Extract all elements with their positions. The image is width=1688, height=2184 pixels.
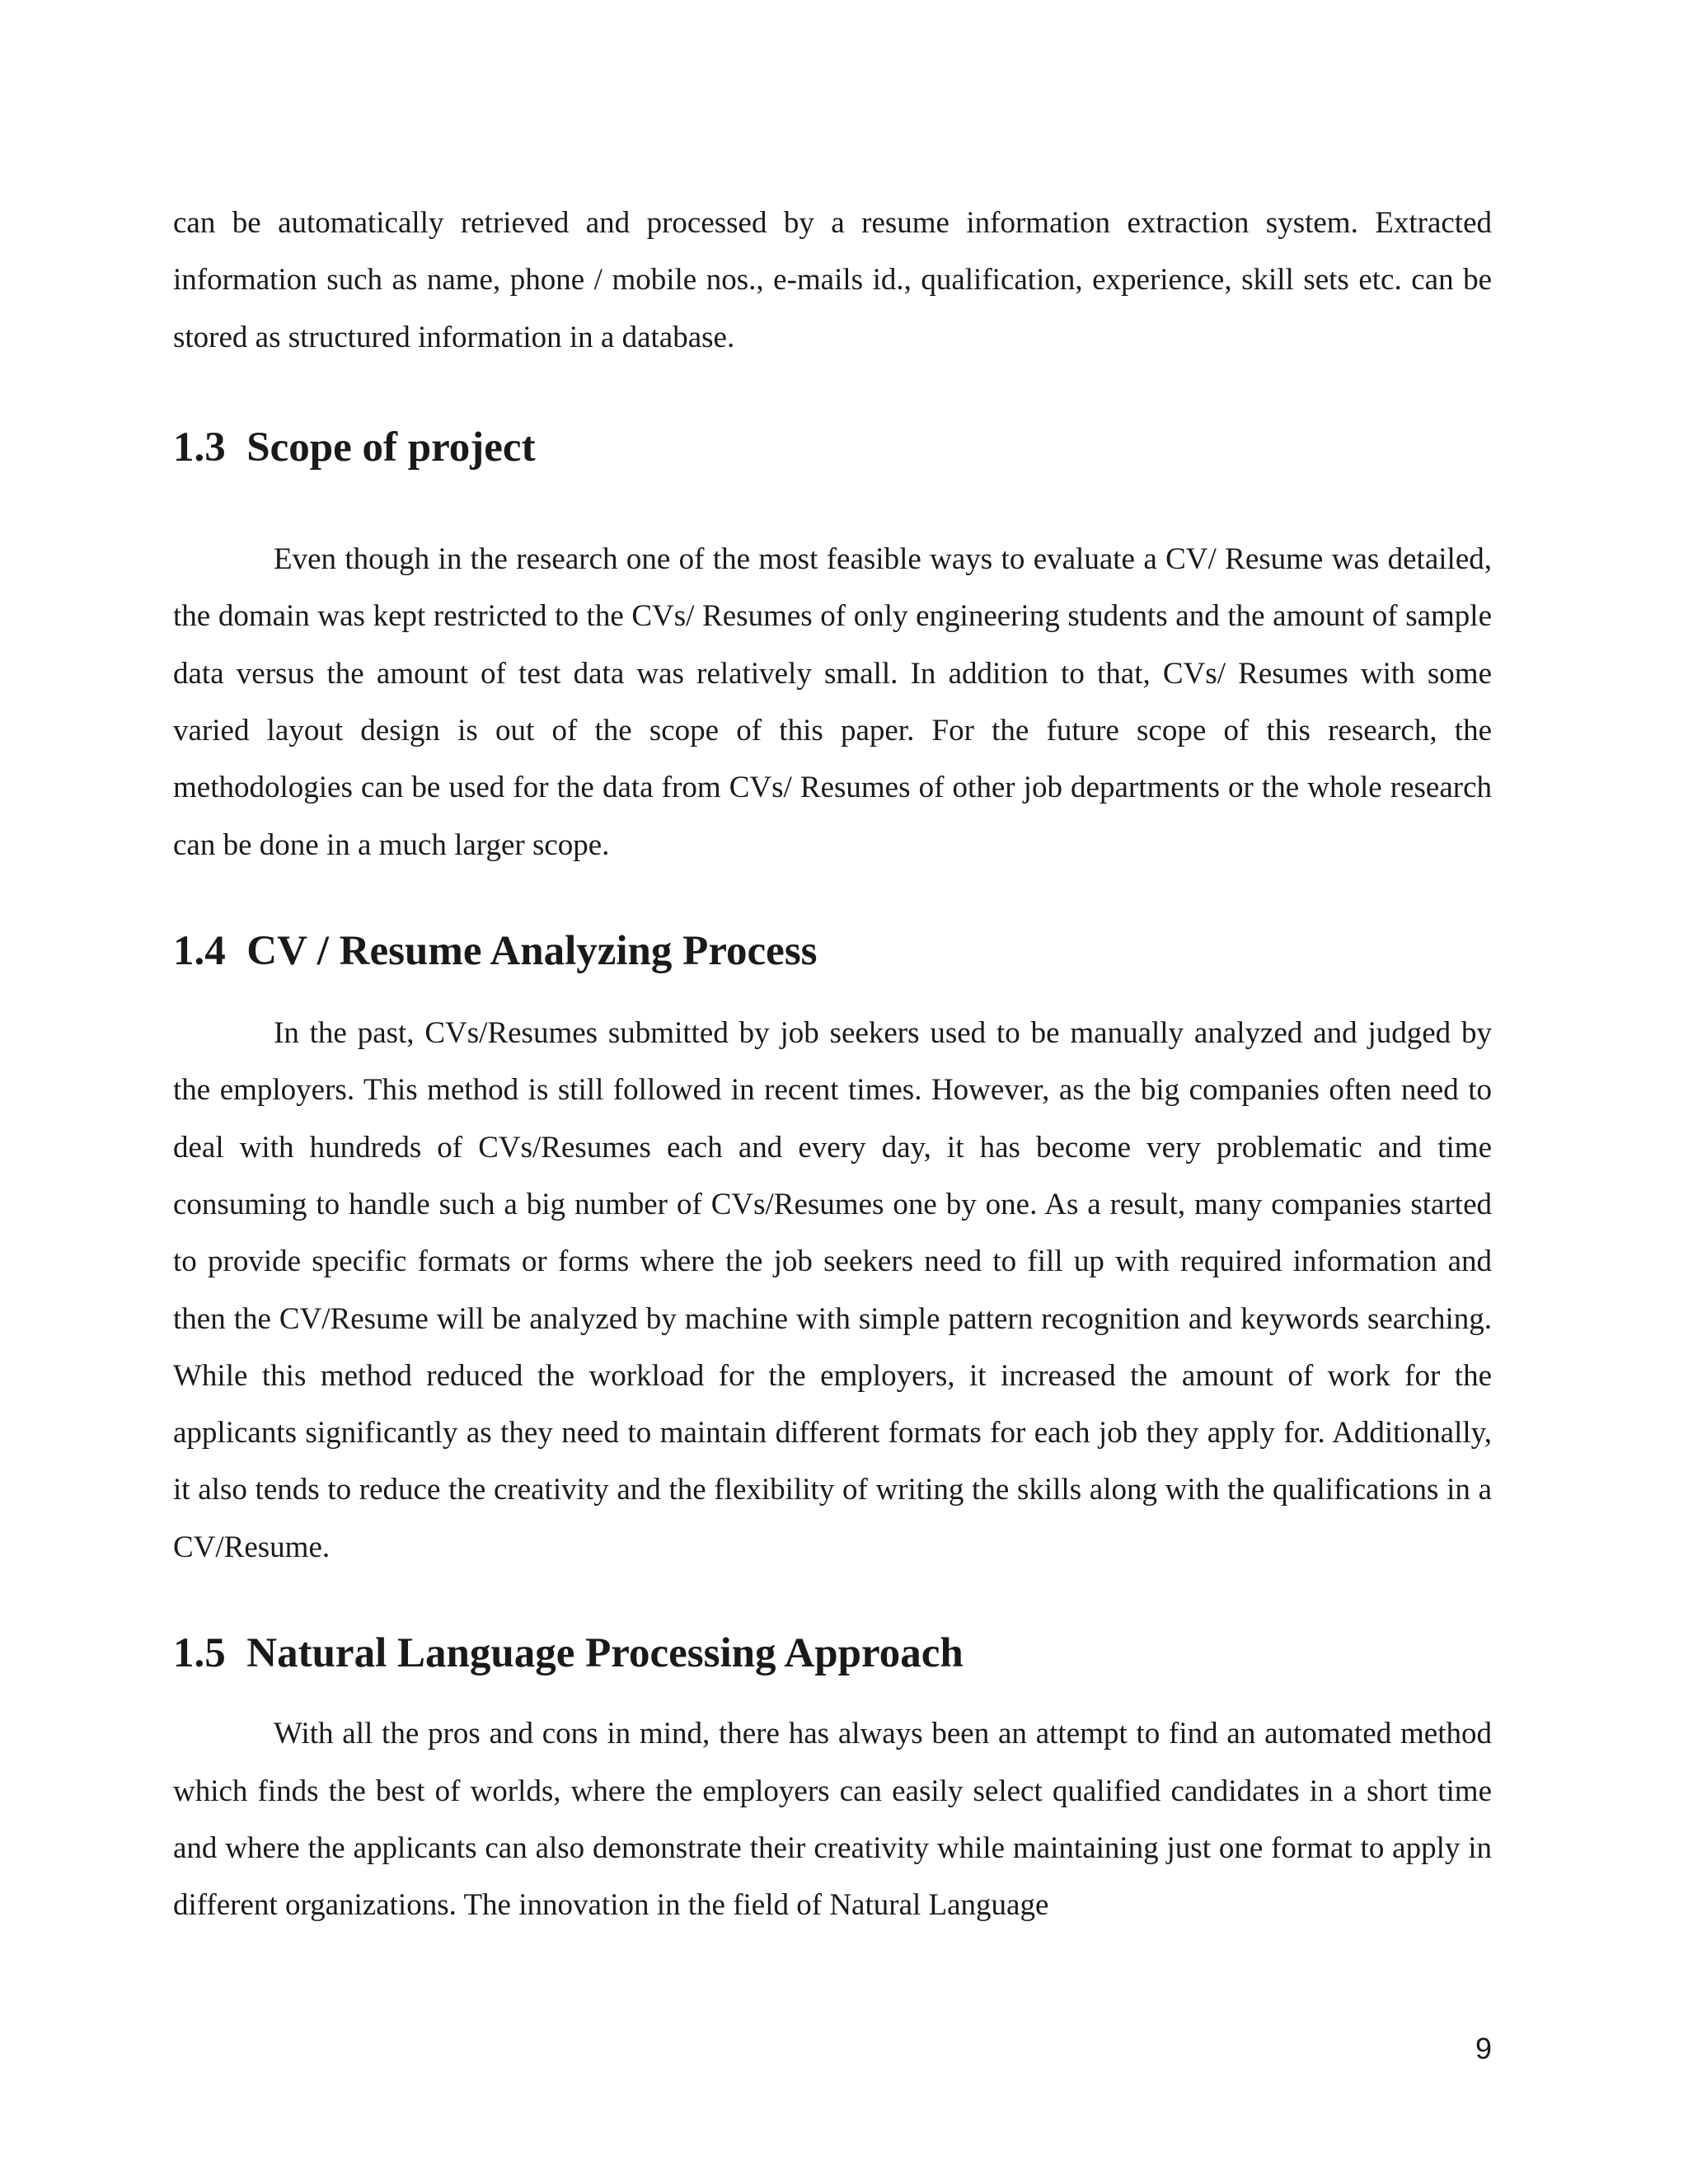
section-number: 1.5 [173,1630,226,1677]
section-heading-nlp [173,1629,1492,1679]
scope-paragraph: Even though in the research one of the most feasible ways to evaluate a CV/ Resume was detailed, the domain was kept restricted to the CVs/ Resumes of only engineering students and the amount of sample data versus the amount of test data was relatively small. In addition to that, CVs/ Resumes with some varied layout design is out of the scope of this paper. For the future scope of this research, the methodologies can be used for the data from CVs/ Resumes of other job departments or the whole research can be done in a much larger scope. [173,542,1492,862]
section-title: Natural Language Processing Approach [246,1630,964,1677]
section-heading-scope [173,423,1492,473]
page-number: 9 [1475,2032,1492,2065]
nlp-paragraph: With all the pros and cons in mind, there has always been an attempt to find an automated method which finds the best of worlds, where the employers can easily select qualified candidates in a short time and where the applicants can also demonstrate their creativity while maintaining just one format to apply in different organizations. The innovation in the field of Natural Language [173,1717,1492,1923]
page-content [173,194,1492,1933]
section-title: Scope of project [246,424,536,471]
section-number: 1.4 [173,927,226,974]
section-heading-analyzing [173,926,1492,977]
analyzing-paragraph: In the past, CVs/Resumes submitted by job seekers used to be manually analyzed and judged by the employers. This method is still followed in recent times. However, as the big companies often need to deal with hundreds of CVs/Resumes each and every day, it has become very problematic and time consuming to handle such a big number of CVs/Resumes one by one. As a result, many companies started to provide specific formats or forms where the job seekers need to fill up with required information and then the CV/Resume will be analyzed by machine with simple pattern recognition and keywords searching. While this method reduced the workload for the employers, it increased the amount of work for the applicants significantly as they need to maintain different formats for each job they apply for. Additionally, it also tends to reduce the creativity and the flexibility of writing the skills along with the qualifications in a CV/Resume. [173,1016,1492,1564]
intro-paragraph: can be automatically retrieved and processed by a resume information extraction system. Extracted information such as name, phone / mobile nos., e-mails id., qualification, experience, skill sets etc. can be stored as structured information in a database. [173,206,1492,354]
section-title: CV / Resume Analyzing Process [246,927,818,974]
section-number: 1.3 [173,424,226,471]
